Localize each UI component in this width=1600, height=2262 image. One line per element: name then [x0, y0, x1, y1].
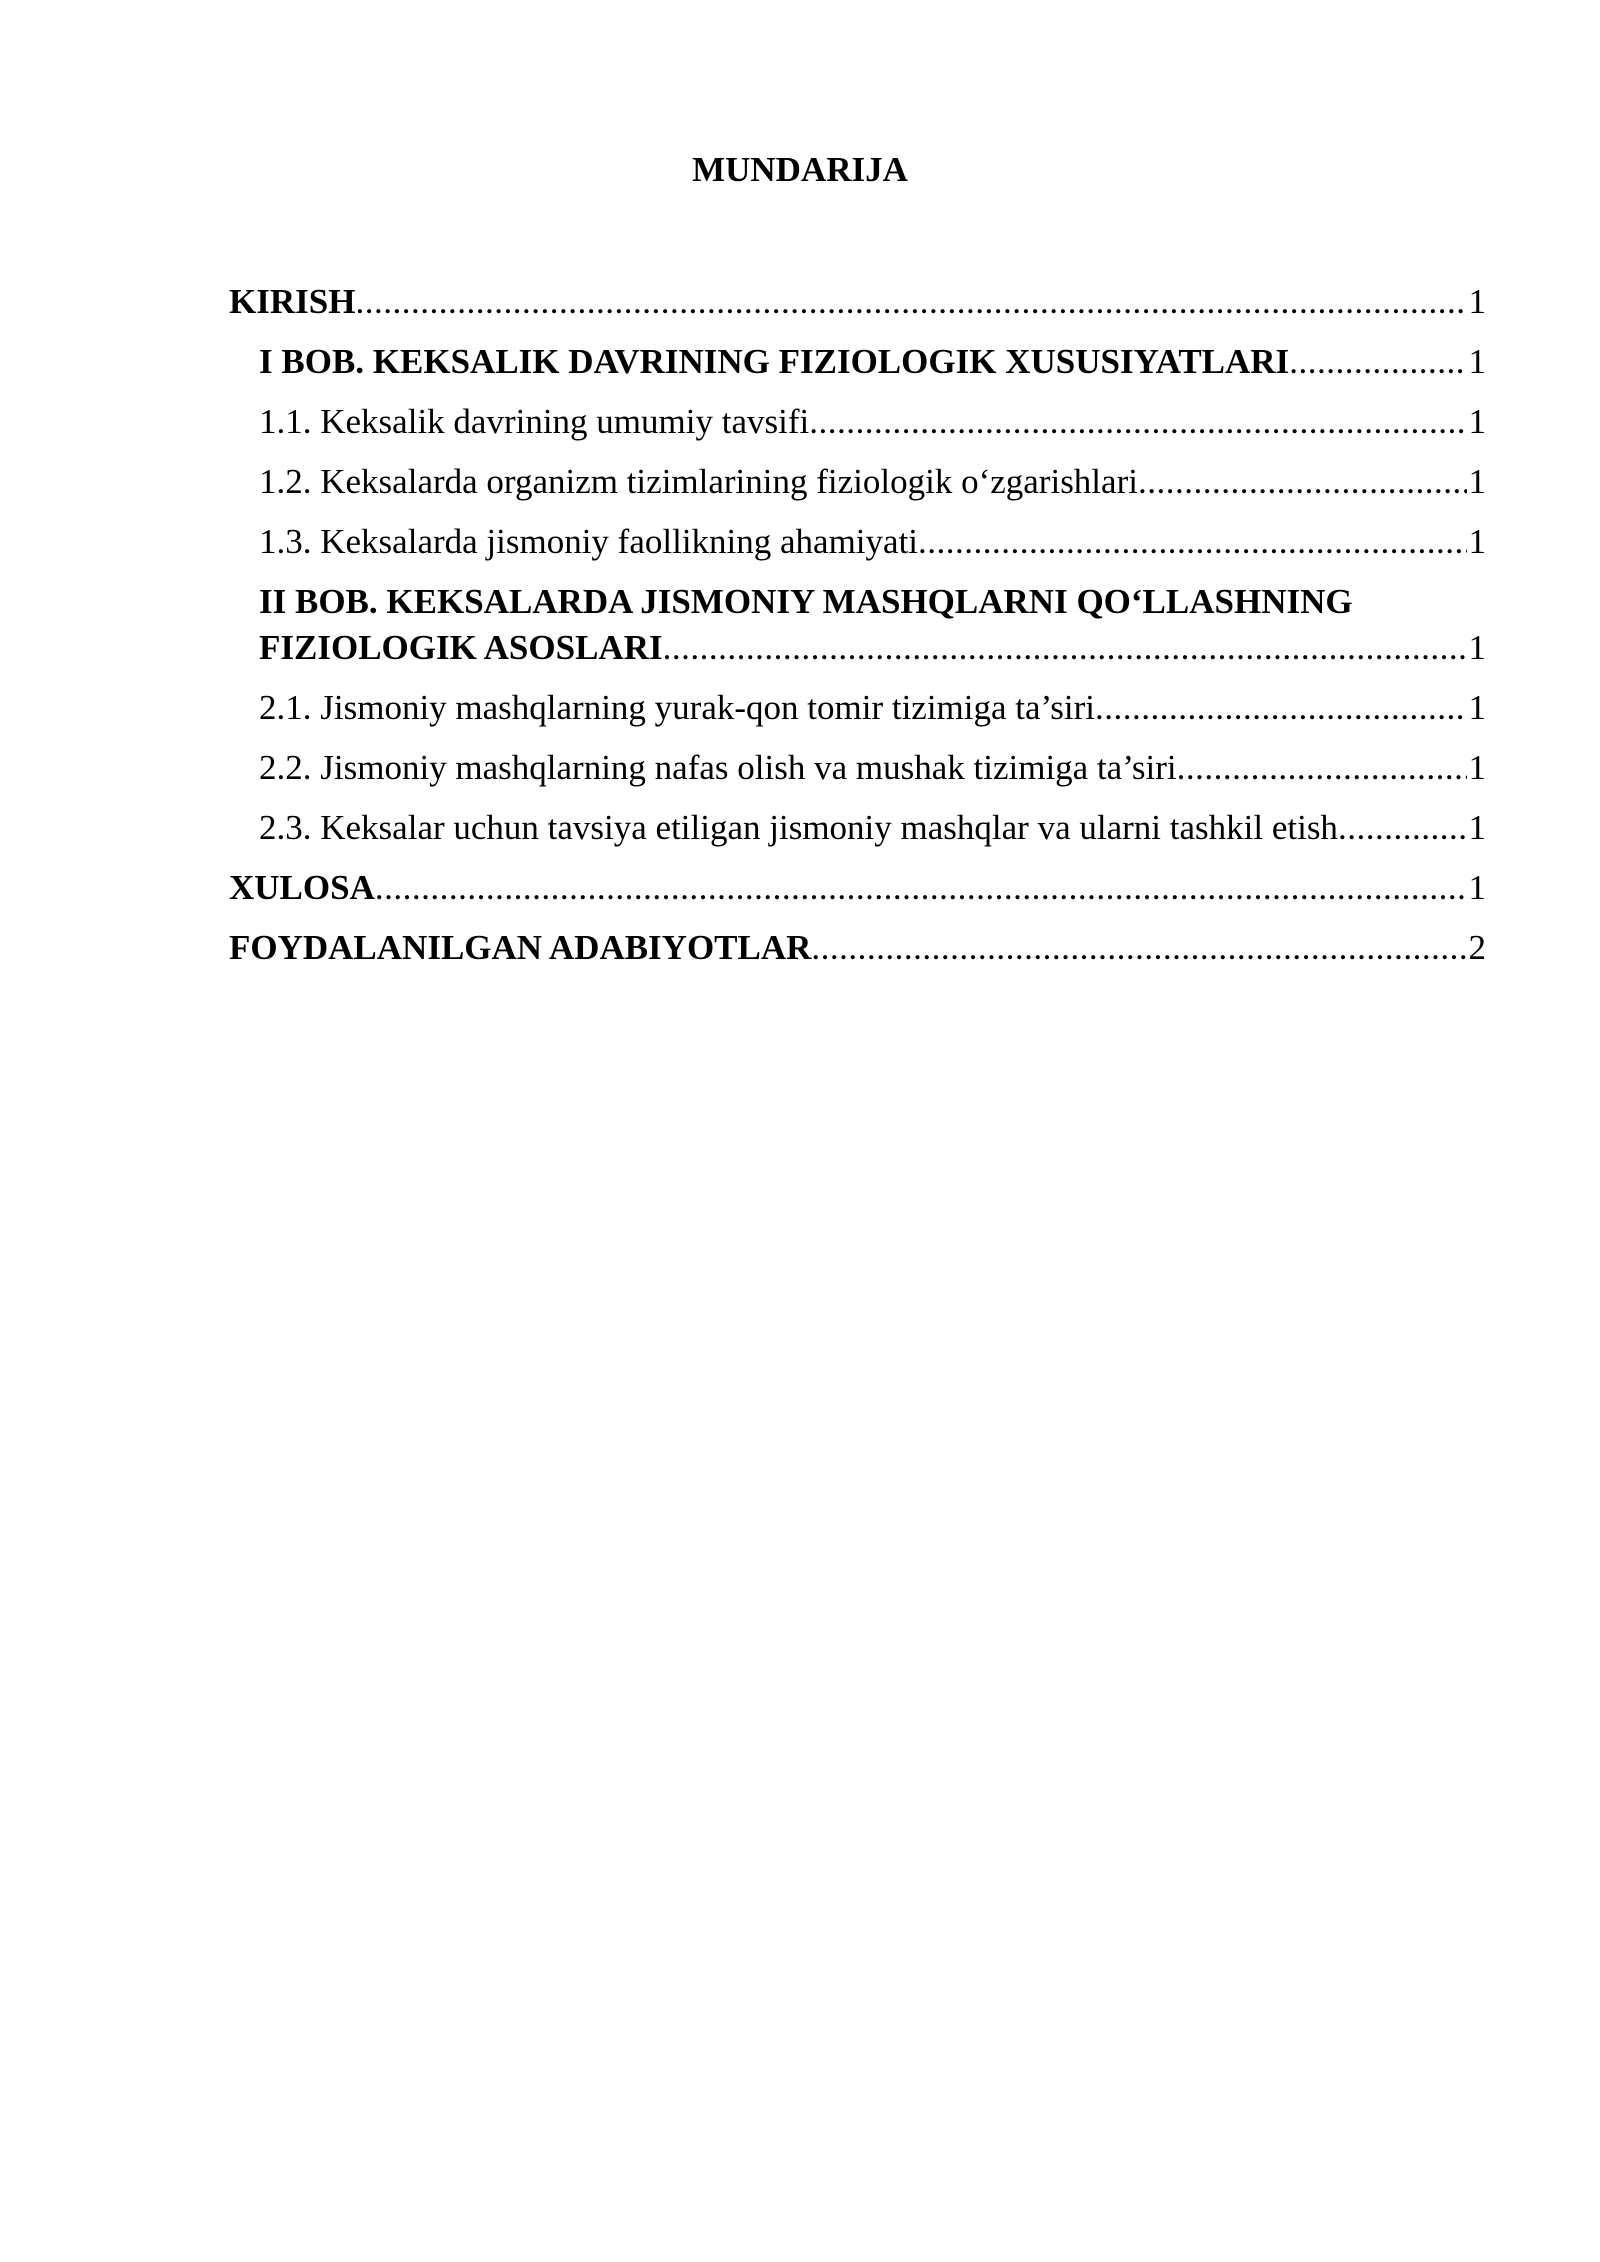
toc-page-number: 1 — [1468, 342, 1486, 381]
toc-page-number: 1 — [1468, 868, 1486, 907]
toc-page-number: 2 — [1468, 928, 1486, 967]
dot-leader — [355, 279, 1466, 325]
toc-entry-xulosa[interactable] — [229, 865, 1486, 911]
toc-entry-label: 1.3. Keksalarda jismoniy faollikning ahamiyati — [259, 522, 919, 561]
toc-entry-section-1-1[interactable] — [229, 399, 1486, 445]
toc-entry-section-2-3[interactable] — [229, 805, 1486, 851]
toc-entry-label: I BOB. KEKSALIK DAVRINING FIZIOLOGIK XUSUSIYATLARI — [259, 342, 1290, 381]
toc-page-number: 1 — [1468, 522, 1486, 561]
dot-leader — [375, 865, 1467, 911]
dot-leader — [809, 399, 1466, 445]
page-title: MUNDARIJA — [692, 150, 908, 189]
dot-leader — [918, 519, 1466, 565]
toc-page-number: 1 — [1468, 808, 1486, 847]
dot-leader — [1289, 339, 1466, 385]
dot-leader — [663, 625, 1467, 671]
dot-leader — [1338, 805, 1467, 851]
toc-entry-section-2-1[interactable] — [229, 685, 1486, 731]
dot-leader — [811, 925, 1466, 971]
dot-leader — [1095, 685, 1466, 731]
toc-entry-section-2-2[interactable] — [229, 745, 1486, 791]
toc-entry-section-1-2[interactable] — [229, 459, 1486, 505]
dot-leader — [1177, 745, 1467, 791]
toc-entry-label-line-2: FIZIOLOGIK ASOSLARI — [259, 628, 663, 667]
toc-page-number: 1 — [1468, 402, 1486, 441]
toc-page-number: 1 — [1468, 628, 1486, 667]
toc-entry-kirish[interactable] — [229, 279, 1486, 325]
toc-entry-label-line-1: II BOB. KEKSALARDA JISMONIY MASHQLARNI QO‘LLASHNING — [259, 582, 1353, 621]
toc-entry-label: KIRISH — [229, 282, 356, 321]
toc-page-number: 1 — [1468, 748, 1486, 787]
table-of-contents — [229, 279, 1486, 985]
toc-entry-label: 2.1. Jismoniy mashqlarning yurak-qon tomir tizimiga ta’siri — [259, 688, 1096, 727]
toc-page-number: 1 — [1468, 688, 1486, 727]
toc-page-number: 1 — [1468, 462, 1486, 501]
toc-entry-label: XULOSA — [229, 868, 375, 907]
toc-entry-label: FOYDALANILGAN ADABIYOTLAR — [229, 928, 812, 967]
toc-entry-label: 2.2. Jismoniy mashqlarning nafas olish va mushak tizimiga ta’siri — [259, 748, 1177, 787]
toc-entry-section-1-3[interactable] — [229, 519, 1486, 565]
toc-entry-chapter-1[interactable] — [229, 339, 1486, 385]
toc-entry-label: 1.2. Keksalarda organizm tizimlarining fiziologik o‘zgarishlari — [259, 462, 1138, 501]
dot-leader — [1138, 459, 1467, 505]
toc-entry-label: 2.3. Keksalar uchun tavsiya etiligan jismoniy mashqlar va ularni tashkil etish — [259, 808, 1338, 847]
toc-page-number: 1 — [1468, 282, 1486, 321]
toc-entry-label: 1.1. Keksalik davrining umumiy tavsifi — [259, 402, 810, 441]
toc-entry-references[interactable] — [229, 925, 1486, 971]
toc-entry-chapter-2[interactable] — [229, 579, 1486, 671]
